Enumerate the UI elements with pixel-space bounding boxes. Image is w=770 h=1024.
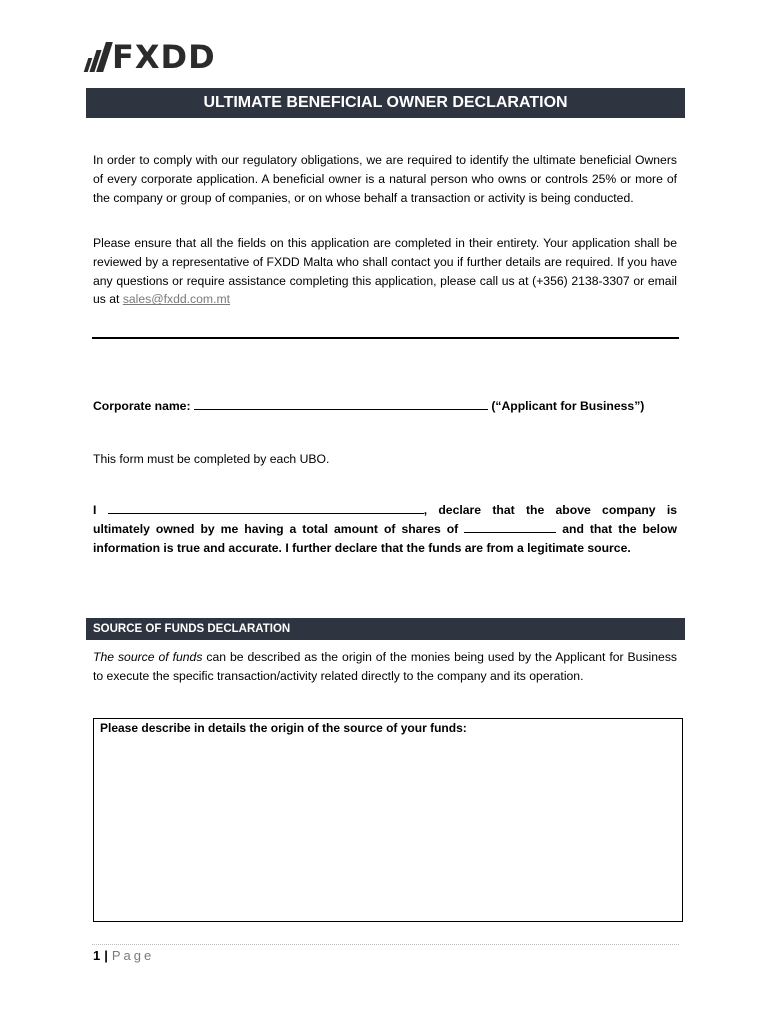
source-of-funds-italic: The source of funds bbox=[93, 650, 203, 664]
declaration-text-1: , declare that the above company is ultimately owned by me having a total amount of shares of bbox=[93, 503, 678, 536]
ubo-note: This form must be completed by each UBO. bbox=[93, 452, 330, 466]
page-separator: | bbox=[104, 948, 108, 963]
section-divider bbox=[92, 337, 679, 339]
corporate-name-field[interactable] bbox=[194, 397, 488, 410]
declarant-name-field[interactable] bbox=[108, 501, 424, 514]
source-of-funds-description bbox=[93, 648, 677, 686]
intro-paragraph-2 bbox=[93, 234, 677, 309]
page-footer bbox=[93, 948, 154, 963]
declaration-text-2: and that the below information is true and accurate. I further declare that the funds are from a legitimate source. bbox=[93, 521, 677, 555]
sales-email-link[interactable]: sales@fxdd.com.mt bbox=[122, 292, 231, 307]
corporate-name-label: Corporate name: bbox=[93, 399, 191, 413]
corporate-name-line bbox=[93, 397, 677, 416]
applicant-for-business-label: (“Applicant for Business”) bbox=[491, 399, 645, 413]
logo-text: FXDD bbox=[112, 38, 216, 76]
page-label: Page bbox=[111, 948, 155, 963]
source-of-funds-textbox[interactable] bbox=[93, 718, 683, 922]
source-of-funds-heading: SOURCE OF FUNDS DECLARATION bbox=[86, 618, 685, 640]
intro-paragraph-2-text: Please ensure that all the fields on this application are completed in their entirety. Your application shall be reviewed by a representative of FXDD Malta who shall contact you if further details are required. If you have any questions or require assistance completing this application, please call us at (+356) 2138-3307 or email us at bbox=[93, 236, 677, 307]
source-of-funds-box-label: Please describe in details the origin of the source of your funds: bbox=[100, 721, 467, 735]
footer-divider bbox=[92, 944, 679, 945]
source-of-funds-text: can be described as the origin of the monies being used by the Applicant for Business to execute the specific transaction/activity related directly to the company and its operation. bbox=[93, 650, 678, 683]
logo-slash-marks bbox=[86, 42, 108, 72]
intro-paragraph-1: In order to comply with our regulatory obligations, we are required to identify the ultimate beneficial Owners of every corporate application. A beneficial owner is a natural person who owns or controls 25% or more of the company or group of companies, or on whose behalf a transaction or activity is being conducted. bbox=[93, 153, 677, 205]
declaration-start: I bbox=[93, 503, 97, 517]
declaration-paragraph bbox=[93, 501, 677, 557]
share-amount-field[interactable] bbox=[464, 520, 556, 533]
page-title: ULTIMATE BENEFICIAL OWNER DECLARATION bbox=[86, 88, 685, 118]
fxdd-logo bbox=[86, 40, 216, 74]
page-number: 1 bbox=[93, 948, 101, 963]
